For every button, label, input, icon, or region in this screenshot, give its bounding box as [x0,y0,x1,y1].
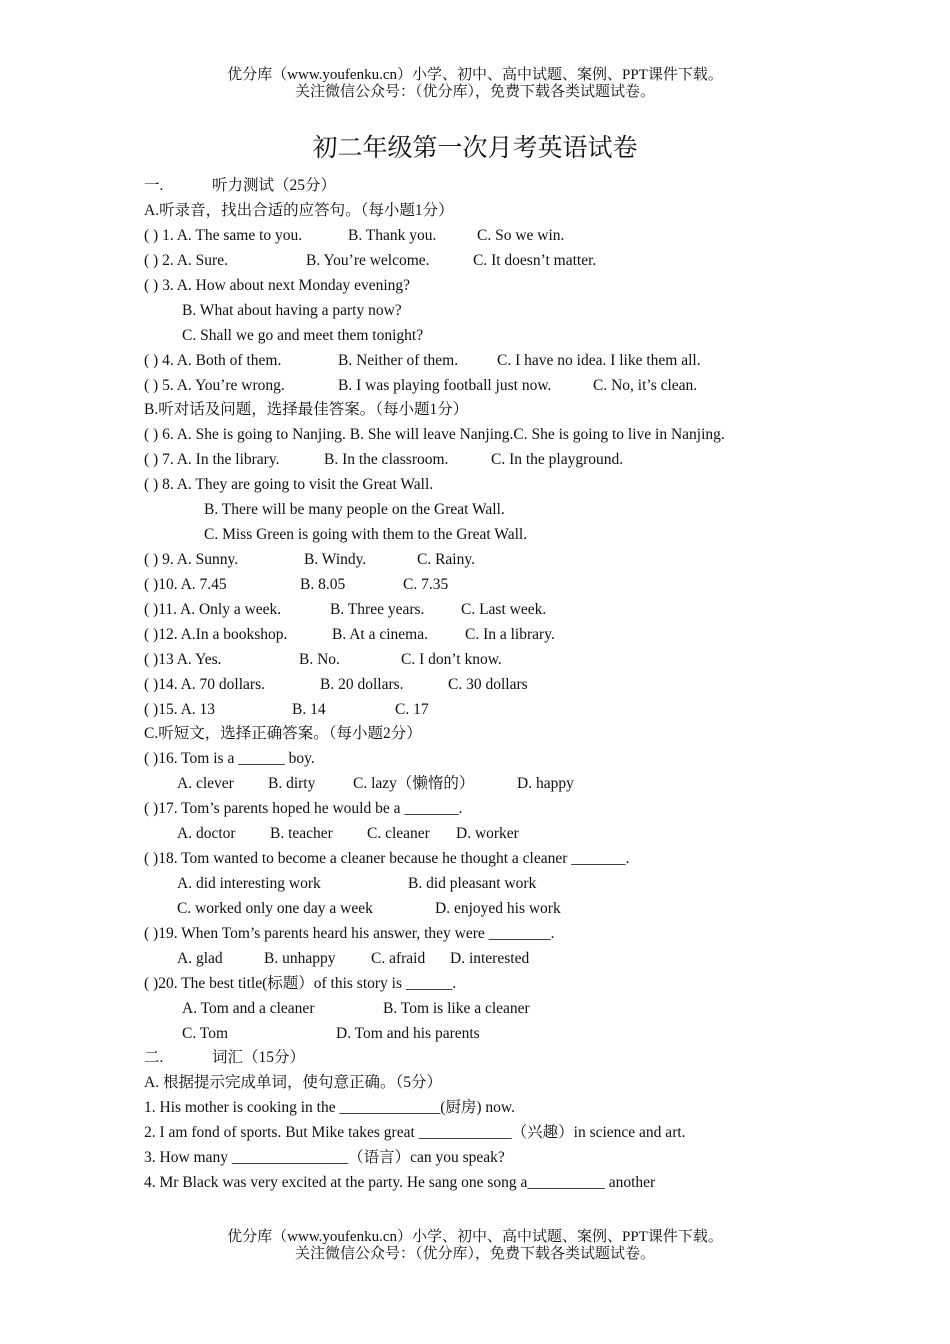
question-stem: ( ) 7. A. In the library. [144,451,280,468]
vocab-item-4: 4. Mr Black was very excited at the party. He sang one song a__________ another [144,1174,656,1191]
option-c: C. Rainy. [417,551,475,568]
question-stem: ( )15. A. 13 [144,701,216,718]
option-b: B. You’re welcome. [306,252,430,269]
question-stem: ( )11. A. Only a week. [144,601,282,618]
option-b: B. No. [299,651,340,668]
option-b: B. unhappy [264,950,336,967]
question-stem: ( ) 3. A. How about next Monday evening? [144,277,411,294]
option-b: B. There will be many people on the Great Wall. [204,501,505,518]
option-c: C. It doesn’t matter. [473,252,597,269]
question-stem: ( ) 4. A. Both of them. [144,352,282,369]
option-b: B. Three years. [330,601,425,618]
part-heading: C.听短文，选择正确答案。（每小题2分） [144,725,422,742]
option-c: C. worked only one day a week [177,900,373,917]
option-b: B. Windy. [304,551,367,568]
option-b: B. In the classroom. [324,451,449,468]
question-stem: ( )12. A.In a bookshop. [144,626,288,643]
option-d: D. interested [450,950,530,967]
vocab-item-1: 1. His mother is cooking in the _____________(厨房) now. [144,1099,515,1116]
option-b: B. dirty [268,775,316,792]
option-a: A. clever [177,775,234,792]
option-c: C. I don’t know. [401,651,502,668]
question-stem: ( )20. The best title(标题）of this story is ______. [144,975,457,992]
question-stem: ( ) 2. A. Sure. [144,252,228,269]
option-c: C. So we win. [477,227,565,244]
option-b: B. 8.05 [300,576,346,593]
question-stem: ( )10. A. 7.45 [144,576,227,593]
question-stem: ( )19. When Tom’s parents heard his answer, they were ________. [144,925,555,942]
banner-line-2: 关注微信公众号：（优分库），免费下载各类试题试卷。 [294,84,655,100]
option-b: B. did pleasant work [408,875,537,892]
option-d: D. Tom and his parents [336,1025,480,1042]
option-c: C. 30 dollars [448,676,528,693]
vocab-item-2: 2. I am fond of sports. But Mike takes great ____________（兴趣）in science and art. [144,1124,686,1141]
vocab-item-3: 3. How many _______________（语言）can you speak? [144,1149,505,1166]
option-b: B. teacher [270,825,333,842]
option-b: B. Tom is like a cleaner [383,1000,530,1017]
question-stem: ( )14. A. 70 dollars. [144,676,265,693]
banner-line-1: 优分库（www.youfenku.cn）小学、初中、高中试题、案例、PPT课件下载。 [227,67,723,83]
section-number: 二. [144,1049,164,1066]
option-a: A. doctor [177,825,236,842]
part-heading: A.听录音，找出合适的应答句。（每小题1分） [144,202,454,219]
option-c: C. cleaner [367,825,430,842]
question-stem: ( ) 1. A. The same to you. [144,227,303,244]
option-c: C. Last week. [461,601,547,618]
option-c: C. afraid [371,950,426,967]
option-c: C. lazy（懒惰的） [353,775,475,792]
option-a: A. glad [177,950,223,967]
option-b: B. At a cinema. [332,626,428,643]
option-a: A. Tom and a cleaner [182,1000,315,1017]
option-c: C. Miss Green is going with them to the Great Wall. [204,526,528,543]
section-title: 词汇（15分） [212,1049,306,1066]
option-b: B. I was playing football just now. [338,377,552,394]
part-heading: A. 根据提示完成单词，使句意正确。（5分） [144,1074,442,1091]
section-title: 听力测试（25分） [212,177,337,194]
question-stem: ( )13 A. Yes. [144,651,222,668]
question-stem: ( )18. Tom wanted to become a cleaner because he thought a cleaner _______. [144,850,630,867]
question-stem: ( )16. Tom is a ______ boy. [144,750,315,767]
page-title: 初二年级第一次月考英语试卷 [312,135,638,162]
question-stem: ( ) 5. A. You’re wrong. [144,377,285,394]
section-number: 一. [144,177,164,194]
option-c: C. 7.35 [403,576,449,593]
question-stem: ( ) 6. A. She is going to Nanjing. B. She will leave Nanjing.C. She is going to live in Nanjing. [144,426,725,443]
option-a: A. did interesting work [177,875,321,892]
question-stem: ( )17. Tom’s parents hoped he would be a _______. [144,800,463,817]
option-b: B. Neither of them. [338,352,459,369]
option-d: D. worker [456,825,519,842]
option-d: D. happy [517,775,574,792]
option-b: B. Thank you. [348,227,437,244]
option-c: C. In a library. [465,626,555,643]
option-b: B. What about having a party now? [182,302,402,319]
footer-banner [0,1229,950,1263]
option-c: C. 17 [395,701,429,718]
part-heading: B.听对话及问题，选择最佳答案。（每小题1分） [144,401,469,418]
banner-line-1: 优分库（www.youfenku.cn）小学、初中、高中试题、案例、PPT课件下载。 [227,1229,723,1245]
option-b: B. 14 [292,701,326,718]
option-c: C. Tom [182,1025,229,1042]
banner-line-2: 关注微信公众号：（优分库），免费下载各类试题试卷。 [294,1246,655,1262]
option-c: C. Shall we go and meet them tonight? [182,327,424,344]
header-banner [0,67,950,101]
option-b: B. 20 dollars. [320,676,404,693]
option-d: D. enjoyed his work [435,900,561,917]
question-stem: ( ) 9. A. Sunny. [144,551,239,568]
option-c: C. In the playground. [491,451,624,468]
option-c: C. No, it’s clean. [593,377,698,394]
question-stem: ( ) 8. A. They are going to visit the Great Wall. [144,476,434,493]
option-c: C. I have no idea. I like them all. [497,352,701,369]
